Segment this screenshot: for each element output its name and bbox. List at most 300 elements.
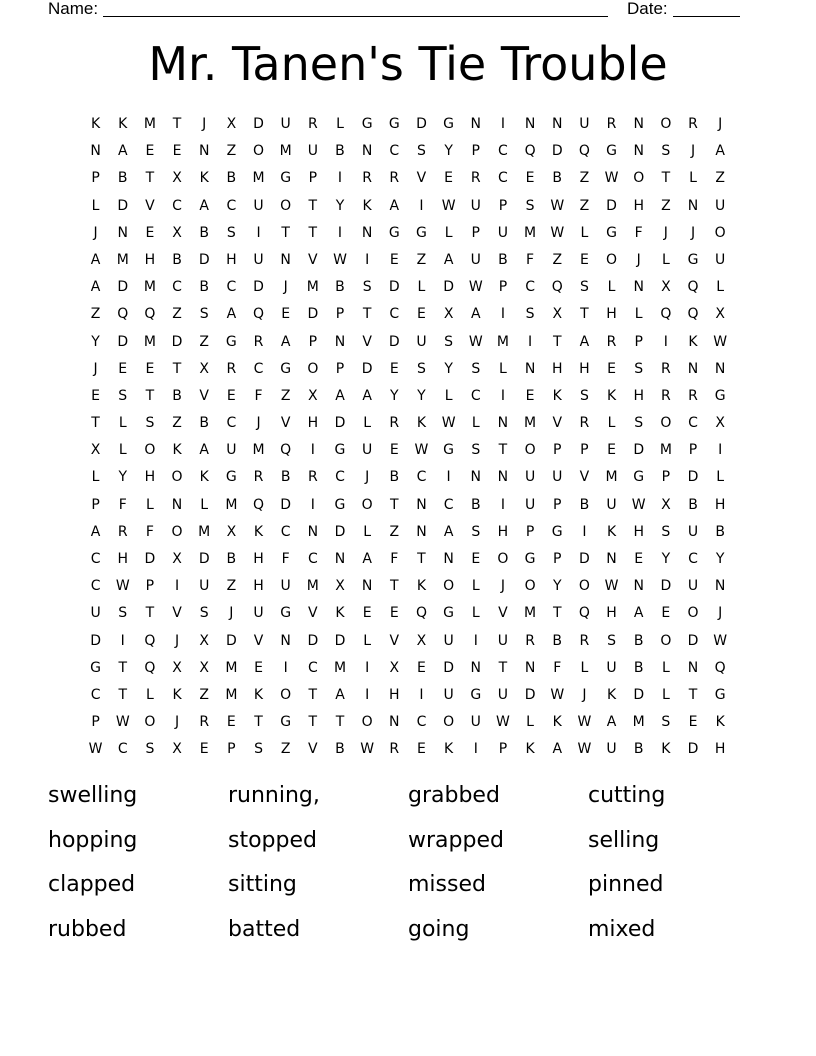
grid-letter[interactable]: S [254,741,263,758]
grid-letter[interactable]: X [715,415,725,432]
grid-letter[interactable]: C [90,578,101,595]
grid-letter[interactable]: Q [578,605,590,622]
grid-letter[interactable]: C [90,551,101,567]
grid-letter[interactable]: V [145,197,155,214]
grid-letter[interactable]: T [390,578,399,595]
grid-letter[interactable]: N [470,469,481,486]
grid-letter[interactable]: A [280,333,291,350]
grid-letter[interactable]: C [525,279,535,296]
grid-letter[interactable]: H [579,360,590,377]
grid-letter[interactable]: P [580,442,589,459]
grid-letter[interactable]: G [280,605,292,622]
grid-letter[interactable]: L [145,686,154,703]
grid-letter[interactable]: L [607,279,616,296]
grid-letter[interactable]: N [606,551,617,567]
grid-letter[interactable]: Q [551,279,563,296]
grid-letter[interactable]: L [716,279,725,296]
grid-letter[interactable]: T [498,442,508,459]
grid-letter[interactable]: D [253,116,264,132]
grid-letter[interactable]: K [416,578,427,595]
grid-letter[interactable]: U [524,496,536,513]
grid-letter[interactable]: E [471,551,481,567]
grid-letter[interactable]: R [688,387,698,404]
grid-letter[interactable]: O [361,496,373,513]
grid-letter[interactable]: T [552,333,562,350]
grid-letter[interactable]: A [443,251,454,268]
grid-letter[interactable]: R [389,741,400,758]
grid-letter[interactable]: D [117,197,129,214]
grid-letter[interactable]: C [443,496,454,513]
grid-letter[interactable]: O [660,632,672,649]
grid-letter[interactable]: V [308,605,318,622]
grid-letter[interactable]: B [199,224,209,241]
grid-letter[interactable]: P [498,197,508,214]
grid-letter[interactable]: H [117,551,128,567]
grid-letter[interactable]: M [333,659,347,676]
grid-letter[interactable]: V [308,251,318,268]
grid-letter[interactable]: D [253,279,264,296]
grid-letter[interactable]: G [388,224,400,241]
grid-letter[interactable]: U [90,605,101,622]
grid-letter[interactable]: F [526,251,535,268]
grid-letter[interactable]: C [416,469,427,486]
grid-letter[interactable]: T [308,224,318,241]
grid-letter[interactable]: D [334,415,346,432]
grid-letter[interactable]: J [256,415,261,432]
grid-letter[interactable]: E [226,387,236,404]
grid-letter[interactable]: W [550,197,565,214]
grid-letter[interactable]: W [577,741,592,758]
grid-letter[interactable]: N [361,578,373,595]
grid-letter[interactable]: P [91,714,100,731]
grid-letter[interactable]: O [714,224,726,241]
grid-letter[interactable]: N [443,551,454,567]
grid-letter[interactable]: S [471,360,481,377]
grid-letter[interactable]: T [118,659,128,676]
grid-letter[interactable]: L [363,415,372,432]
grid-letter[interactable]: F [634,224,643,241]
grid-letter[interactable]: G [470,686,482,703]
grid-letter[interactable]: O [660,415,672,432]
grid-letter[interactable]: S [444,333,454,350]
grid-letter[interactable]: E [91,387,100,404]
grid-letter[interactable]: S [634,415,644,432]
grid-letter[interactable]: N [497,415,509,432]
grid-letter[interactable]: H [606,306,617,323]
grid-letter[interactable]: O [443,714,455,731]
grid-letter[interactable]: U [524,469,536,486]
grid-letter[interactable]: D [198,551,210,567]
grid-letter[interactable]: X [661,496,671,513]
grid-letter[interactable]: W [631,496,646,513]
grid-letter[interactable]: L [661,659,670,676]
grid-letter[interactable]: F [390,551,399,567]
grid-letter[interactable]: S [471,523,481,540]
grid-letter[interactable]: L [91,197,100,214]
grid-letter[interactable]: D [687,632,699,649]
grid-letter[interactable]: H [714,741,726,758]
grid-letter[interactable]: U [416,333,427,350]
grid-letter[interactable]: S [579,279,589,296]
grid-letter[interactable]: Z [199,333,209,350]
grid-letter[interactable]: D [633,442,645,459]
grid-letter[interactable]: N [714,360,726,377]
grid-letter[interactable]: Q [687,306,699,323]
grid-letter[interactable]: L [526,714,534,731]
grid-letter[interactable]: Y [390,387,399,404]
grid-letter[interactable]: H [253,551,264,567]
grid-letter[interactable]: M [659,442,672,459]
grid-letter[interactable]: K [552,387,562,404]
grid-letter[interactable]: S [607,632,616,649]
grid-letter[interactable]: L [417,279,426,296]
grid-letter[interactable]: X [226,523,237,540]
grid-letter[interactable]: X [416,632,427,649]
grid-letter[interactable]: D [687,741,699,758]
grid-letter[interactable]: I [310,496,315,513]
grid-letter[interactable]: T [172,116,182,132]
grid-letter[interactable]: M [225,659,238,676]
grid-letter[interactable]: G [606,143,617,160]
grid-letter[interactable]: I [120,632,125,649]
grid-letter[interactable]: Y [118,469,128,486]
grid-letter[interactable]: B [633,659,644,676]
grid-letter[interactable]: Z [172,306,182,323]
grid-letter[interactable]: H [606,605,617,622]
grid-letter[interactable]: D [633,686,645,703]
grid-letter[interactable]: A [633,605,644,622]
grid-letter[interactable]: O [497,551,509,567]
grid-letter[interactable]: Z [661,197,671,214]
grid-letter[interactable]: O [606,251,618,268]
grid-letter[interactable]: E [389,605,399,622]
grid-letter[interactable]: M [225,686,238,703]
grid-letter[interactable]: H [633,197,644,214]
grid-letter[interactable]: W [604,578,619,595]
grid-letter[interactable]: P [308,333,318,350]
grid-letter[interactable]: I [718,442,723,459]
grid-letter[interactable]: W [577,714,592,731]
grid-letter[interactable]: R [606,333,617,350]
grid-letter[interactable]: Z [715,170,725,187]
grid-letter[interactable]: D [660,578,672,595]
grid-letter[interactable]: N [633,279,644,296]
grid-letter[interactable]: D [307,306,319,323]
grid-letter[interactable]: U [443,686,454,703]
grid-letter[interactable]: P [308,170,318,187]
grid-letter[interactable]: K [606,387,617,404]
grid-letter[interactable]: Y [417,387,426,404]
grid-letter[interactable]: S [362,279,372,296]
grid-letter[interactable]: E [525,387,535,404]
grid-letter[interactable]: E [118,360,128,377]
grid-letter[interactable]: P [525,523,535,540]
grid-letter[interactable]: O [633,170,645,187]
grid-letter[interactable]: U [606,496,617,513]
grid-letter[interactable]: N [470,116,481,132]
grid-letter[interactable]: J [718,605,723,622]
grid-letter[interactable]: B [226,170,237,187]
grid-letter[interactable]: C [335,469,345,486]
grid-letter[interactable]: D [171,333,183,350]
grid-letter[interactable]: W [550,686,565,703]
grid-letter[interactable]: A [579,333,590,350]
grid-letter[interactable]: U [715,197,726,214]
grid-letter[interactable]: O [660,116,672,132]
grid-letter[interactable]: N [307,523,319,540]
grid-letter[interactable]: A [552,741,563,758]
grid-letter[interactable]: H [633,387,644,404]
grid-letter[interactable]: E [254,659,263,676]
grid-letter[interactable]: Y [335,197,345,214]
grid-letter[interactable]: Q [578,143,590,160]
grid-letter[interactable]: R [253,469,264,486]
grid-letter[interactable]: J [365,469,370,486]
grid-letter[interactable]: L [471,605,480,622]
grid-letter[interactable]: R [117,523,128,540]
grid-letter[interactable]: C [172,279,182,296]
grid-letter[interactable]: P [553,442,562,459]
grid-letter[interactable]: Y [661,551,671,567]
grid-letter[interactable]: A [226,306,237,323]
grid-letter[interactable]: I [283,659,288,676]
grid-letter[interactable]: P [634,333,643,350]
grid-letter[interactable]: U [280,578,291,595]
grid-letter[interactable]: A [90,523,101,540]
grid-letter[interactable]: D [361,360,373,377]
grid-letter[interactable]: I [500,306,505,323]
grid-letter[interactable]: X [308,387,318,404]
grid-letter[interactable]: I [310,442,315,459]
grid-letter[interactable]: G [416,224,427,241]
grid-letter[interactable]: B [552,170,563,187]
grid-letter[interactable]: L [363,523,372,540]
grid-letter[interactable]: I [663,333,668,350]
grid-letter[interactable]: W [360,741,375,758]
grid-letter[interactable]: U [470,714,481,731]
grid-letter[interactable]: M [524,605,537,622]
grid-letter[interactable]: E [362,605,372,622]
grid-letter[interactable]: E [389,251,399,268]
grid-letter[interactable]: R [253,333,264,350]
grid-letter[interactable]: J [202,116,207,132]
grid-letter[interactable]: F [281,551,290,567]
grid-letter[interactable]: K [416,415,427,432]
grid-letter[interactable]: Y [552,578,562,595]
grid-letter[interactable]: J [690,143,696,160]
grid-letter[interactable]: I [256,224,261,241]
grid-letter[interactable]: M [605,469,618,486]
grid-letter[interactable]: N [171,496,183,513]
grid-letter[interactable]: C [226,279,237,296]
grid-letter[interactable]: V [579,469,590,486]
grid-letter[interactable]: V [199,387,209,404]
grid-letter[interactable]: H [144,251,156,268]
grid-letter[interactable]: Y [444,143,453,160]
grid-letter[interactable]: L [444,224,453,241]
grid-letter[interactable]: U [606,741,617,758]
grid-letter[interactable]: A [606,714,617,731]
grid-letter[interactable]: L [634,306,643,323]
grid-letter[interactable]: L [91,469,100,486]
grid-letter[interactable]: B [226,551,237,567]
grid-letter[interactable]: V [253,632,264,649]
grid-letter[interactable]: Q [117,306,129,323]
grid-letter[interactable]: R [307,116,318,132]
grid-letter[interactable]: A [199,442,209,459]
grid-letter[interactable]: C [90,686,101,703]
grid-letter[interactable]: E [145,224,155,241]
grid-letter[interactable]: G [551,523,563,540]
grid-letter[interactable]: L [607,415,616,432]
grid-letter[interactable]: W [414,442,429,459]
grid-letter[interactable]: W [115,714,130,731]
grid-letter[interactable]: Q [660,306,672,323]
grid-letter[interactable]: N [334,551,346,567]
grid-letter[interactable]: B [470,496,481,513]
grid-letter[interactable]: H [253,578,264,595]
grid-letter[interactable]: C [226,415,237,432]
grid-letter[interactable]: E [145,360,155,377]
grid-letter[interactable]: S [417,360,426,377]
grid-letter[interactable]: G [361,116,373,132]
grid-letter[interactable]: C [117,741,128,758]
grid-letter[interactable]: W [441,415,456,432]
grid-letter[interactable]: D [443,279,454,296]
grid-letter[interactable]: T [688,686,698,703]
grid-letter[interactable]: C [498,143,508,160]
grid-letter[interactable]: T [145,387,155,404]
grid-letter[interactable]: U [715,251,726,268]
grid-letter[interactable]: D [551,143,563,160]
grid-letter[interactable]: X [172,741,182,758]
grid-letter[interactable]: D [117,333,129,350]
grid-letter[interactable]: H [551,360,563,377]
grid-letter[interactable]: M [225,496,238,513]
grid-letter[interactable]: M [143,116,156,132]
grid-letter[interactable]: N [90,143,101,160]
grid-letter[interactable]: A [362,387,372,404]
grid-letter[interactable]: M [252,170,265,187]
grid-letter[interactable]: I [500,387,505,404]
grid-letter[interactable]: P [335,360,345,377]
grid-letter[interactable]: K [90,116,101,132]
grid-letter[interactable]: W [713,333,728,350]
grid-letter[interactable]: W [88,741,103,758]
grid-letter[interactable]: U [470,251,481,268]
grid-letter[interactable]: S [661,143,671,160]
grid-letter[interactable]: B [117,170,128,187]
grid-letter[interactable]: X [172,659,182,676]
grid-letter[interactable]: N [497,469,509,486]
grid-letter[interactable]: B [172,251,182,268]
grid-letter[interactable]: L [580,224,589,241]
grid-letter[interactable]: S [118,387,128,404]
grid-letter[interactable]: R [199,714,210,731]
grid-letter[interactable]: U [443,632,454,649]
grid-letter[interactable]: W [468,333,483,350]
grid-letter[interactable]: N [389,714,400,731]
grid-letter[interactable]: P [498,279,508,296]
grid-letter[interactable]: X [335,578,345,595]
grid-letter[interactable]: A [90,279,101,296]
grid-letter[interactable]: S [226,224,236,241]
grid-letter[interactable]: C [253,360,264,377]
grid-letter[interactable]: F [118,496,127,513]
grid-letter[interactable]: E [389,442,399,459]
grid-letter[interactable]: J [229,605,234,622]
grid-letter[interactable]: V [308,741,318,758]
grid-letter[interactable]: V [280,415,291,432]
grid-letter[interactable]: T [308,686,318,703]
grid-letter[interactable]: X [199,659,209,676]
grid-letter[interactable]: L [471,415,480,432]
grid-letter[interactable]: D [388,279,400,296]
grid-letter[interactable]: T [91,415,100,432]
grid-letter[interactable]: S [145,415,155,432]
grid-letter[interactable]: V [172,605,182,622]
grid-letter[interactable]: X [661,279,671,296]
grid-letter[interactable]: A [389,197,400,214]
grid-letter[interactable]: K [444,741,454,758]
grid-letter[interactable]: X [172,170,182,187]
grid-letter[interactable]: G [443,442,455,459]
grid-letter[interactable]: P [553,496,562,513]
grid-letter[interactable]: T [308,197,318,214]
grid-letter[interactable]: Z [579,170,590,187]
grid-letter[interactable]: W [713,632,728,649]
grid-letter[interactable]: O [280,197,292,214]
grid-letter[interactable]: F [553,659,562,676]
grid-letter[interactable]: A [335,387,345,404]
grid-letter[interactable]: E [417,306,426,323]
grid-letter[interactable]: K [606,686,617,703]
grid-letter[interactable]: B [579,496,590,513]
grid-letter[interactable]: T [362,306,372,323]
grid-letter[interactable]: C [280,523,291,540]
grid-letter[interactable]: V [389,632,400,649]
grid-letter[interactable]: U [253,605,264,622]
grid-letter[interactable]: S [661,714,671,731]
grid-letter[interactable]: G [280,170,292,187]
grid-letter[interactable]: G [225,469,237,486]
grid-letter[interactable]: L [336,116,344,132]
grid-letter[interactable]: E [417,741,426,758]
date-blank-line[interactable] [673,16,740,17]
grid-letter[interactable]: C [389,143,400,160]
grid-letter[interactable]: A [470,306,481,323]
grid-letter[interactable]: S [634,360,644,377]
grid-letter[interactable]: G [524,551,536,567]
grid-letter[interactable]: T [335,714,345,731]
grid-letter[interactable]: H [497,523,509,540]
grid-letter[interactable]: O [524,442,536,459]
grid-letter[interactable]: E [145,143,155,160]
grid-letter[interactable]: D [524,686,536,703]
grid-letter[interactable]: U [280,116,291,132]
grid-letter[interactable]: G [225,333,237,350]
grid-letter[interactable]: E [607,442,616,459]
grid-letter[interactable]: S [199,306,209,323]
grid-letter[interactable]: A [117,143,128,160]
grid-letter[interactable]: Q [687,279,699,296]
grid-letter[interactable]: K [253,523,264,540]
grid-letter[interactable]: N [280,632,291,649]
grid-letter[interactable]: P [91,170,100,187]
grid-letter[interactable]: N [198,143,210,160]
grid-letter[interactable]: I [419,686,424,703]
grid-letter[interactable]: M [632,714,645,731]
